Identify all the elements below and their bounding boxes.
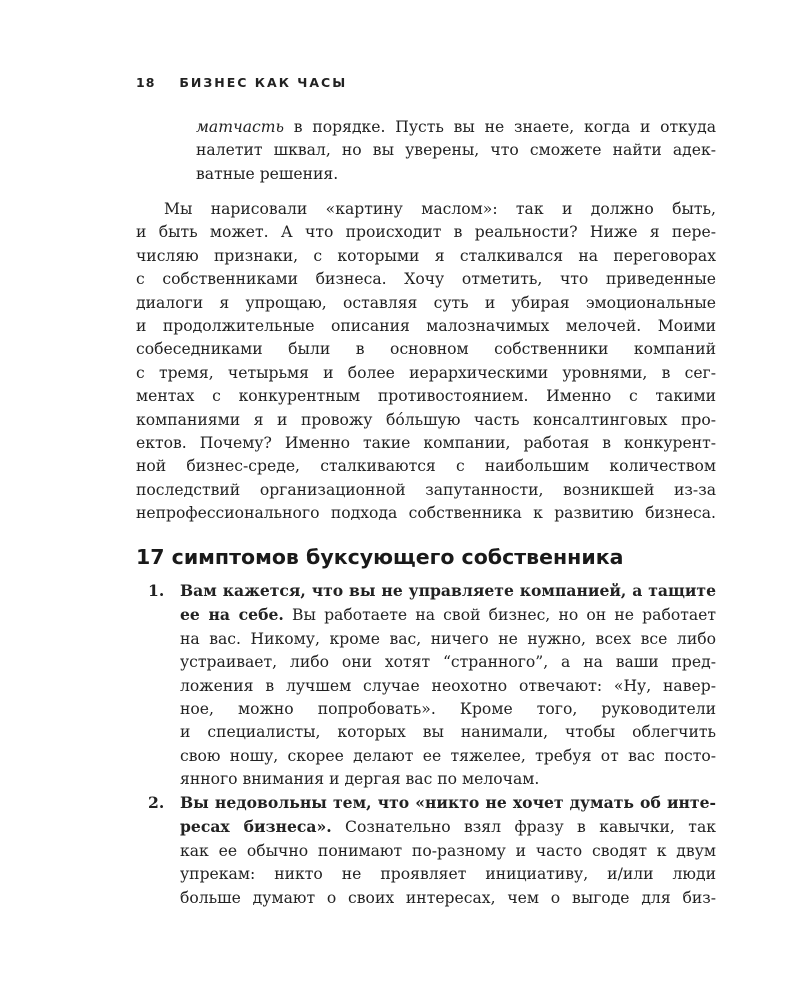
- quote-line: налетит шквал, но вы уверены, что сможете найти адек-: [196, 141, 716, 160]
- paragraph-line: ментах с конкурентным противостоянием. Именно с такими: [136, 387, 716, 406]
- list-line: устраивает, либо они хотят “странного”, а на ваши пред-: [180, 653, 716, 672]
- book-title: БИЗНЕС КАК ЧАСЫ: [179, 75, 348, 90]
- paragraph-line: компаниями я и провожу бóльшую часть консалтинговых про-: [136, 410, 716, 429]
- list-line: и специалисты, которых вы нанимали, чтобы облегчить: [180, 723, 716, 742]
- list-line: ное, можно попробовать». Кроме того, руководители: [180, 700, 716, 719]
- list-line: [180, 791, 716, 815]
- list-item: [136, 579, 716, 792]
- list-line: как ее обычно понимают по-разному и часто сводят к двум: [180, 841, 716, 860]
- paragraph-line: с собственниками бизнеса. Хочу отметить, что приведенные: [136, 270, 716, 289]
- paragraph-line: последствий организационной запутанности, возникшей из-за: [136, 480, 716, 499]
- list-line: [180, 603, 716, 627]
- paragraph-line: числяю признаки, с которыми я сталкивался на переговорах: [136, 246, 716, 265]
- list-item-bold-text: ее на себе.: [180, 605, 284, 625]
- list-line-text: Вы работаете на свой бизнес, но он не работает: [283, 606, 716, 625]
- quote-line-text: в порядке. Пусть вы не знаете, когда и откуда: [284, 118, 716, 136]
- quote-line: ватные решения.: [196, 164, 339, 183]
- quote-continuation: [196, 116, 716, 186]
- list-marker: 2.: [148, 793, 165, 812]
- quote-line: [196, 116, 716, 139]
- paragraph-line: и быть может. А что происходит в реальности? Ниже я пере-: [136, 223, 716, 242]
- list-item: [136, 791, 716, 910]
- running-header: [136, 75, 347, 90]
- paragraph-line: и продолжительные описания малозначимых мелочей. Моими: [136, 317, 716, 336]
- list-line: [180, 579, 716, 603]
- list-item-content: [180, 579, 716, 792]
- paragraph-line: собеседниками были в основном собственники компаний: [136, 340, 716, 359]
- list-line: ложения в лучшем случае неохотно отвечают: «Ну, навер-: [180, 676, 716, 695]
- section-heading: 17 симптомов буксующего собственника: [136, 545, 624, 569]
- list-line: [180, 815, 716, 839]
- paragraph-line: с тремя, четырьмя и более иерархическими уровнями, в сег-: [136, 363, 716, 382]
- list-marker: 1.: [148, 581, 165, 600]
- list-item-bold-text: Вы недовольны тем, что «никто не хочет думать об инте-: [180, 793, 716, 812]
- paragraph-line: ектов. Почему? Именно такие компании, работая в конкурент-: [136, 434, 716, 453]
- page-number: 18: [136, 75, 156, 90]
- list-line: свою ношу, скорее делают ее тяжелее, требуя от вас посто-: [180, 746, 716, 765]
- list-line: янного внимания и дергая вас по мелочам.: [180, 770, 540, 789]
- list-line: больше думают о своих интересах, чем о выгоде для биз-: [180, 888, 716, 907]
- paragraph-line: диалоги я упрощаю, оставляя суть и убирая эмоциональные: [136, 293, 716, 312]
- list-item-bold-text: ресах бизнеса».: [180, 817, 332, 837]
- paragraph-line: ной бизнес-среде, сталкиваются с наибольшим количеством: [136, 457, 716, 476]
- list-line-text: Сознательно взял фразу в кавычки, так: [331, 818, 716, 837]
- paragraph-line: непрофессионального подхода собственника к развитию бизнеса.: [136, 504, 716, 523]
- list-item-content: [180, 791, 716, 910]
- list-line: на вас. Никому, кроме вас, ничего не нужно, всех все либо: [180, 629, 716, 648]
- body-paragraph: [136, 198, 716, 526]
- quote-italic-word: матчасть: [196, 118, 285, 136]
- list-item-bold-text: Вам кажется, что вы не управляете компанией, а тащите: [180, 581, 716, 600]
- list-line: упрекам: никто не проявляет инициативу, и/или люди: [180, 865, 716, 884]
- paragraph-line: Мы нарисовали «картину маслом»: так и должно быть,: [164, 200, 716, 218]
